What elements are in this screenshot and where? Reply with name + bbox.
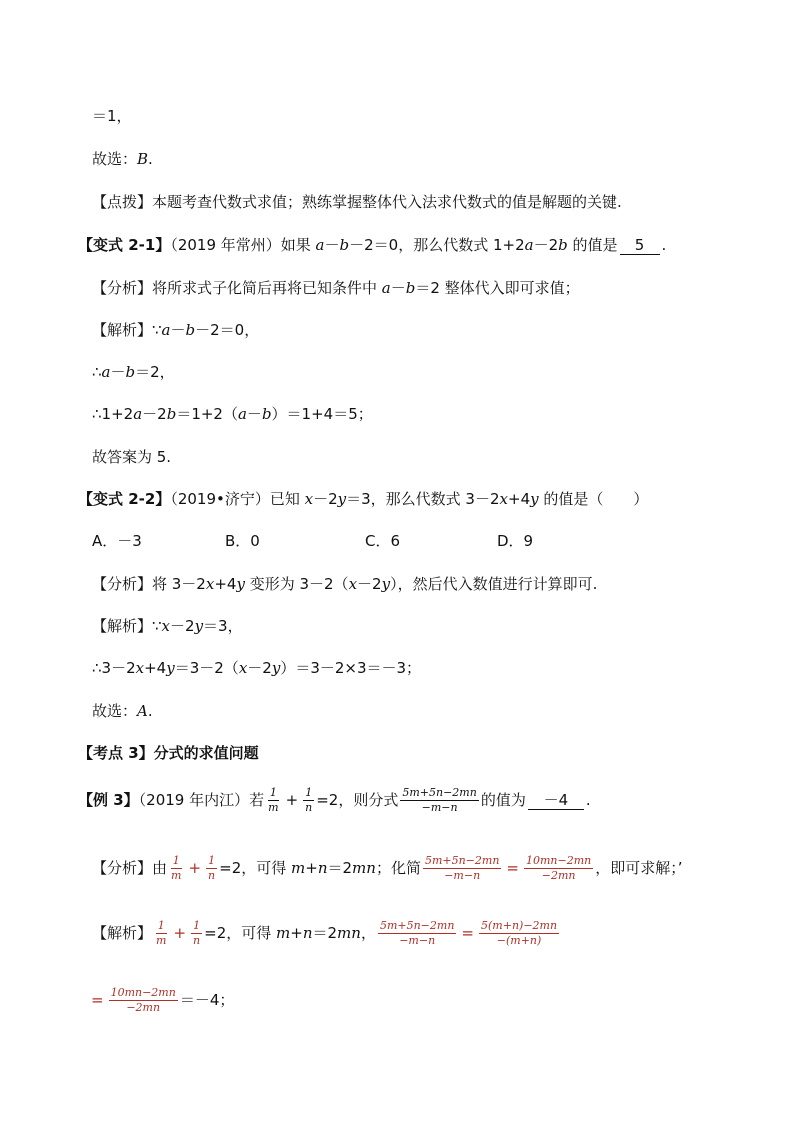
- text-seg: =2，可得: [219, 859, 292, 878]
- math-var: a: [381, 279, 391, 297]
- text-seg: ∴1+2: [92, 405, 134, 423]
- numerator: 1: [171, 855, 182, 869]
- math-var: b: [558, 236, 568, 254]
- math-var: b: [166, 405, 177, 423]
- variant-2-1: [78, 236, 666, 255]
- text-seg: －: [390, 279, 406, 297]
- text-seg: 的值是: [567, 236, 618, 254]
- math-var: a: [101, 363, 111, 381]
- variant-tag: 【变式 2-1】: [78, 236, 171, 254]
- option-text: C．6: [365, 532, 401, 550]
- fraction-1-over-m: [266, 787, 280, 814]
- option-text: D．9: [497, 532, 534, 550]
- numerator: 10mn−2mn: [109, 987, 178, 1001]
- option-c: [365, 532, 400, 550]
- numerator: 1: [206, 855, 217, 869]
- text-seg: （2019 年常州）如果: [170, 236, 316, 254]
- math-var: b: [125, 363, 136, 381]
- fraction-factored: [479, 920, 559, 947]
- denominator: −2mn: [126, 1001, 161, 1015]
- fraction-1-over-n: [191, 920, 202, 947]
- denominator: −2mn: [541, 869, 576, 883]
- math-var: n: [302, 924, 313, 943]
- solution-2-2: [92, 617, 243, 635]
- line-choice-a: [92, 702, 153, 720]
- numerator: 5m+5n−2mn: [423, 855, 501, 869]
- text-seg: =2，可得: [204, 924, 277, 943]
- math-var: y: [381, 575, 391, 593]
- text-seg: +4: [214, 575, 237, 593]
- text-seg: －2: [247, 659, 272, 677]
- answer-blank: 5: [620, 236, 660, 255]
- section-heading: [78, 744, 259, 762]
- math-var: y: [166, 659, 175, 677]
- tip-text: 【点拨】本题考查代数式求值；熟练掌握整体代入法求代数式的值是解题的关键.: [92, 193, 622, 211]
- math-var: m: [276, 924, 291, 943]
- math-var: b: [405, 279, 416, 297]
- text-seg: （2019 年内江）若: [138, 791, 265, 810]
- math-var: y: [530, 490, 539, 508]
- equals-sign: =: [506, 859, 519, 878]
- numerator: 1: [268, 787, 279, 801]
- text-seg: 变形为 3－2（: [244, 575, 349, 593]
- example-tag: 【例 3】: [78, 791, 139, 810]
- plus-sign: +: [188, 859, 202, 878]
- denominator: m: [268, 801, 279, 815]
- math-var: n: [317, 859, 328, 878]
- numerator: 1: [303, 787, 314, 801]
- math-var: mn: [352, 859, 376, 878]
- text-seg: （2019•济宁）已知: [170, 490, 305, 508]
- text-seg: ；化简: [375, 859, 421, 878]
- text-seg: ，: [360, 924, 376, 943]
- plus-sign: +: [173, 924, 187, 943]
- text-seg: －2＝0，: [195, 321, 260, 339]
- period: .: [585, 791, 591, 810]
- math-var: a: [161, 321, 171, 339]
- math-var: b: [185, 321, 196, 339]
- math-var: a: [237, 405, 247, 423]
- fraction-1-over-m: [169, 855, 183, 882]
- text-seg: ＝2: [327, 859, 353, 878]
- text-seg: ）＝1+4＝5；: [271, 405, 373, 423]
- text-seg: +: [305, 859, 318, 878]
- math-var: y: [194, 617, 204, 635]
- text-seg: +4: [508, 490, 531, 508]
- text-seg: －2: [313, 490, 338, 508]
- period: .: [147, 702, 153, 720]
- period: .: [148, 150, 153, 168]
- math-var: y: [236, 575, 245, 593]
- text-seg: ∴: [92, 363, 102, 381]
- text-seg: 【解析】: [92, 924, 153, 943]
- text-seg: 的值是（ ）: [538, 490, 649, 508]
- text-seg: －2: [170, 617, 195, 635]
- math-var: a: [315, 236, 325, 254]
- numerator: 1: [191, 920, 202, 934]
- math-var: y: [271, 659, 281, 677]
- math-var: x: [238, 659, 248, 677]
- math-var: y: [337, 490, 347, 508]
- denominator: n: [208, 869, 216, 883]
- text-seg: －2: [357, 575, 382, 593]
- answer-2-1: [92, 448, 171, 466]
- therefore-2-2: [92, 659, 421, 677]
- math-var: a: [524, 236, 534, 254]
- math-var: x: [161, 617, 171, 635]
- final-step-3: [88, 987, 234, 1014]
- denominator: m: [171, 869, 182, 883]
- text-seg: ），然后代入数值进行计算即可.: [390, 575, 598, 593]
- variant-tag: 【变式 2-2】: [78, 490, 171, 508]
- label: 故选：: [92, 702, 138, 720]
- denominator: m: [156, 934, 167, 948]
- fraction-expression: [378, 920, 456, 947]
- text-seg: －2: [533, 236, 559, 254]
- option-text: B．0: [225, 532, 260, 550]
- text-seg: ＝－4；: [179, 991, 235, 1010]
- plus-sign: +: [285, 791, 299, 810]
- numerator: 1: [156, 920, 167, 934]
- text-seg: －: [324, 236, 340, 254]
- denominator: −m−n: [399, 934, 436, 948]
- therefore-2-1b: [92, 405, 373, 423]
- line-result-1: [92, 107, 132, 125]
- solution-2-1: [92, 321, 259, 339]
- period: .: [661, 236, 667, 254]
- text-seg: ∴3－2: [92, 659, 136, 677]
- text-seg: ＝2，: [135, 363, 175, 381]
- text-seg: 【分析】将所求式子化简后再将已知条件中: [92, 279, 382, 297]
- equals-sign: =: [91, 991, 104, 1010]
- math-var: m: [291, 859, 306, 878]
- numerator: 10mn−2mn: [524, 855, 593, 869]
- equals-sign: =: [461, 924, 474, 943]
- math-var: b: [339, 236, 350, 254]
- answer-letter: A: [137, 702, 148, 720]
- math-var: mn: [337, 924, 361, 943]
- line-choice-b: [92, 150, 153, 168]
- denominator: n: [305, 801, 313, 815]
- numerator: 5m+5n−2mn: [378, 920, 456, 934]
- math-var: a: [133, 405, 143, 423]
- text-seg: +4: [144, 659, 167, 677]
- text-seg: 【分析】将 3－2: [92, 575, 206, 593]
- fraction-simplified: [524, 855, 593, 882]
- heading-text: 【考点 3】分式的求值问题: [78, 744, 259, 762]
- text-seg: ＝1+2（: [176, 405, 238, 423]
- denominator: −m−n: [421, 801, 458, 815]
- text-seg: －: [110, 363, 126, 381]
- text-seg: 的值为: [480, 791, 526, 810]
- numerator: 5m+5n−2mn: [400, 787, 478, 801]
- text-seg: ，即可求解；’: [595, 859, 683, 878]
- option-d: [497, 532, 533, 550]
- analysis-2-2: [92, 575, 597, 593]
- denominator: −m−n: [444, 869, 481, 883]
- math-var: x: [135, 659, 145, 677]
- denominator: −(m+n): [496, 934, 542, 948]
- math-var: x: [304, 490, 314, 508]
- solution-3: [92, 920, 561, 947]
- text-seg: =2，则分式: [316, 791, 399, 810]
- label: 故选：: [92, 150, 138, 168]
- therefore-2-1a: [92, 363, 175, 381]
- option-a: [92, 532, 142, 550]
- text-seg: 【解析】∵: [92, 321, 162, 339]
- text-seg: ＝3，: [203, 617, 243, 635]
- fraction-expression: [423, 855, 501, 882]
- text-seg: －2＝0，那么代数式 1+2: [349, 236, 525, 254]
- text-seg: ＝2 整体代入即可求值；: [415, 279, 580, 297]
- answer-text: 故答案为 5.: [92, 448, 172, 466]
- answer-letter: B: [137, 150, 149, 168]
- numerator: 5(m+n)−2mn: [479, 920, 559, 934]
- text-seg: 【解析】∵: [92, 617, 162, 635]
- option-text: A．－3: [92, 532, 142, 550]
- text-seg: －: [246, 405, 262, 423]
- text-seg: －: [170, 321, 186, 339]
- text-seg: +: [290, 924, 303, 943]
- fraction-1-over-n: [303, 787, 314, 814]
- fraction-1-over-n: [206, 855, 217, 882]
- text-seg: －2: [142, 405, 167, 423]
- variant-2-2: [78, 490, 648, 508]
- math-var: x: [499, 490, 508, 508]
- fraction-simplified: [109, 987, 178, 1014]
- text-seg: ＝3－2（: [174, 659, 239, 677]
- example-3: [78, 787, 591, 814]
- math-var: x: [348, 575, 358, 593]
- analysis-3: [92, 855, 683, 882]
- analysis-2-1: [92, 279, 580, 297]
- denominator: n: [193, 934, 201, 948]
- text-seg: ＝2: [312, 924, 338, 943]
- fraction-1-over-m: [154, 920, 168, 947]
- text-seg: ＝3，那么代数式 3－2: [346, 490, 500, 508]
- answer-blank: －4: [528, 791, 584, 810]
- math-var: b: [261, 405, 272, 423]
- option-b: [225, 532, 260, 550]
- text-seg: ）＝3－2×3＝－3；: [280, 659, 422, 677]
- fraction-expression: [400, 787, 478, 814]
- line-tip: [92, 193, 622, 211]
- line-text: ＝1，: [92, 107, 132, 125]
- text-seg: 【分析】由: [92, 859, 168, 878]
- math-var: x: [205, 575, 215, 593]
